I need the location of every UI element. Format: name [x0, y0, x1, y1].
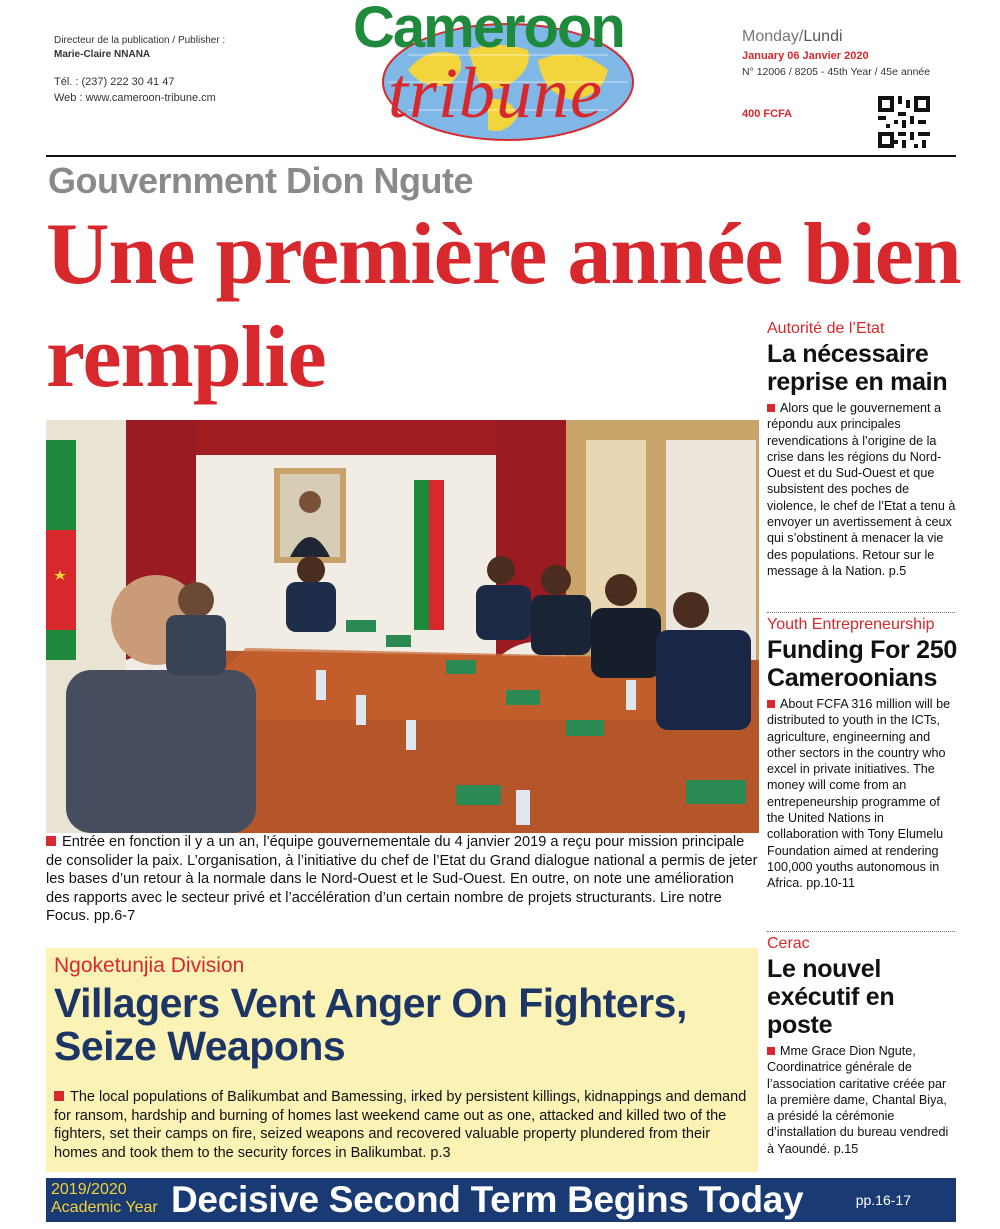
main-kicker: Gouvernment Dion Ngute [48, 160, 474, 201]
bullet-square-icon [767, 404, 775, 412]
story3-kicker: Cerac [767, 935, 810, 952]
story2-kicker: Youth Entrepreneurship [767, 616, 935, 633]
bullet-square-icon [46, 836, 56, 846]
banner-year-label: Academic Year [51, 1199, 158, 1216]
bullet-square-icon [767, 700, 775, 708]
logo-cameroon: Cameroon [353, 0, 624, 60]
ngoketunjia-headline[interactable]: Villagers Vent Anger On Fighters, Seize Weapons [54, 980, 687, 1069]
story1-kicker: Autorité de l’Etat [767, 320, 885, 337]
weekday-fr: Lundi [803, 28, 843, 45]
story2-body [767, 696, 957, 892]
sidebar-story-1 [767, 320, 957, 579]
banner-pages: pp.16-17 [855, 1192, 911, 1208]
weekday-en: Monday/ [742, 28, 804, 45]
sidebar-divider [767, 612, 955, 613]
sidebar-story-3 [767, 935, 957, 1157]
price: 400 FCFA [742, 108, 793, 120]
issue-number: N° 12006 / 8205 - 45th Year / 45e année [742, 66, 931, 78]
cabinet-meeting-photo [46, 420, 759, 833]
bullet-square-icon [54, 1091, 64, 1101]
publisher-name: Marie-Claire NNANA [54, 49, 151, 60]
ngoketunjia-kicker: Ngoketunjia Division [54, 954, 245, 977]
qr-code-icon[interactable] [878, 96, 930, 148]
issue-date: January 06 Janvier 2020 [742, 50, 869, 62]
publisher-label: Directeur de la publication / Publisher : [54, 35, 226, 46]
main-lead-text: Entrée en fonction il y a un an, l’équipe gouvernementale du 4 janvier 2019 a reçu pour mission principale de consolider la paix. L’organisation, à l’initiative du chef de l’Etat du Grand dialogue national a permis de jeter les bases d’un retour à la normale dans le Nord-Ouest et le Sud-Ouest. En outre, on note une amélioration des rapports avec le secteur privé et l’accélération d’un certain nombre de projets structurants. Lire notre Focus. pp.6-7 [46, 834, 758, 924]
weekday [742, 28, 930, 46]
sidebar-divider [767, 931, 955, 932]
issue-info [742, 28, 930, 78]
bullet-square-icon [767, 1047, 775, 1055]
website[interactable]: Web : www.cameroon-tribune.cm [54, 92, 216, 104]
masthead-divider [46, 155, 956, 157]
story2-headline[interactable]: Funding For 250 Cameroonians [767, 636, 957, 692]
ngoketunjia-story [46, 948, 758, 1172]
story3-headline[interactable]: Le nouvel exécutif en poste [767, 955, 895, 1039]
logo-tribune: tribune [388, 53, 603, 133]
banner-title: Decisive Second Term Begins Today [171, 1179, 804, 1220]
story3-body [767, 1043, 957, 1157]
academic-year-banner[interactable] [46, 1178, 956, 1222]
ngoketunjia-body-text: The local populations of Balikumbat and Bamessing, irked by persistent killings, kidnappings and demand for ransom, hardship and burning of homes last weekend came out as one, attacked and killed two of the fighters, set their camps on fire, seized weapons and recovered valuable property plundered from their homes and took them to the security forces in Balikumbat. p.3 [54, 1089, 747, 1161]
story3-body-text: Mme Grace Dion Ngute, Coordinatrice générale de l’association caritative créée par la première dame, Chantal Biya, a présidé la cérémonie d’installation du bureau vendredi à Yaoundé. p.15 [767, 1044, 949, 1156]
main-headline[interactable]: Une première année bien remplie [46, 206, 961, 406]
story1-body [767, 400, 957, 579]
ngoketunjia-body [54, 1088, 754, 1162]
story2-body-text: About FCFA 316 million will be distributed to youth in the ICTs, agriculture, engineerning and other sectors in the country who excel in private initiatives. The money will come from an entrepeneurship programme of the United Nations in collaboration with Tony Elumelu Foundation aimed at rendering 100,000 youths autonomous in Africa. pp.10-11 [767, 697, 951, 891]
story1-headline[interactable]: La nécessaire reprise en main [767, 340, 948, 396]
banner-year-block [51, 1181, 158, 1217]
main-lead-paragraph [46, 833, 758, 926]
story1-body-text: Alors que le gouvernement a répondu aux principales revendications à l’origine de la crise dans les régions du Nord-Ouest et du Sud-Ouest et que subsistent des poches de violence, le chef de l’Etat a tenu à envoyer un avertissement à ceux qui s’obstinent à menacer la vie des populations. Retour sur le message à la Nation. p.5 [767, 401, 956, 578]
sidebar-story-2 [767, 616, 957, 892]
publisher-block [54, 34, 225, 106]
phone-number: Tél. : (237) 222 30 41 47 [54, 76, 175, 88]
banner-year: 2019/2020 [51, 1181, 127, 1198]
newspaper-logo [348, 0, 658, 148]
